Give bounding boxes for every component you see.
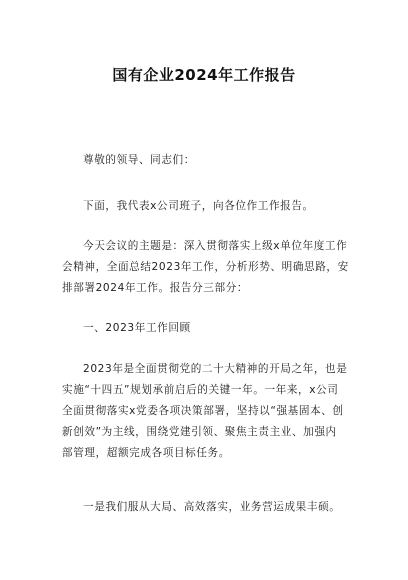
review-paragraph [62,359,350,464]
topic-line: 今天会议的主题是：深入贯彻落实上级x单位年度工作 [83,240,348,252]
greeting-paragraph [62,150,350,171]
review-line: 实施“十四五”规划承前启后的关键一年。一年来，x公司 [62,384,339,396]
topic-paragraph [62,236,350,299]
intro-line: 下面，我代表x公司班子，向各位作工作报告。 [83,200,314,212]
point-one-paragraph [62,497,350,518]
point-one-line: 一是我们服从大局、高效落实，业务营运成果丰硕。 [83,501,341,513]
intro-paragraph [62,196,350,217]
section-heading-paragraph [62,318,350,339]
topic-line: 排部署2024年工作。报告分三部分： [62,282,249,294]
document-title: 国有企业2024年工作报告 [112,66,296,84]
greeting-line: 尊敬的领导、同志们： [83,154,195,166]
review-line: 2023年是全面贯彻党的二十大精神的开局之年，也是 [83,363,348,375]
review-line: 新创效”为主线，围绕党建引领、聚焦主责主业、加强内 [62,426,337,438]
review-line: 部管理，超额完成各项目标任务。 [62,447,230,459]
topic-line: 会精神，全面总结2023年工作，分析形势、明确思路，安 [62,261,349,273]
review-line: 全面贯彻落实x党委各项决策部署，坚持以“强基固本、创 [62,405,344,417]
section-heading: 一、2023年工作回顾 [83,322,191,334]
